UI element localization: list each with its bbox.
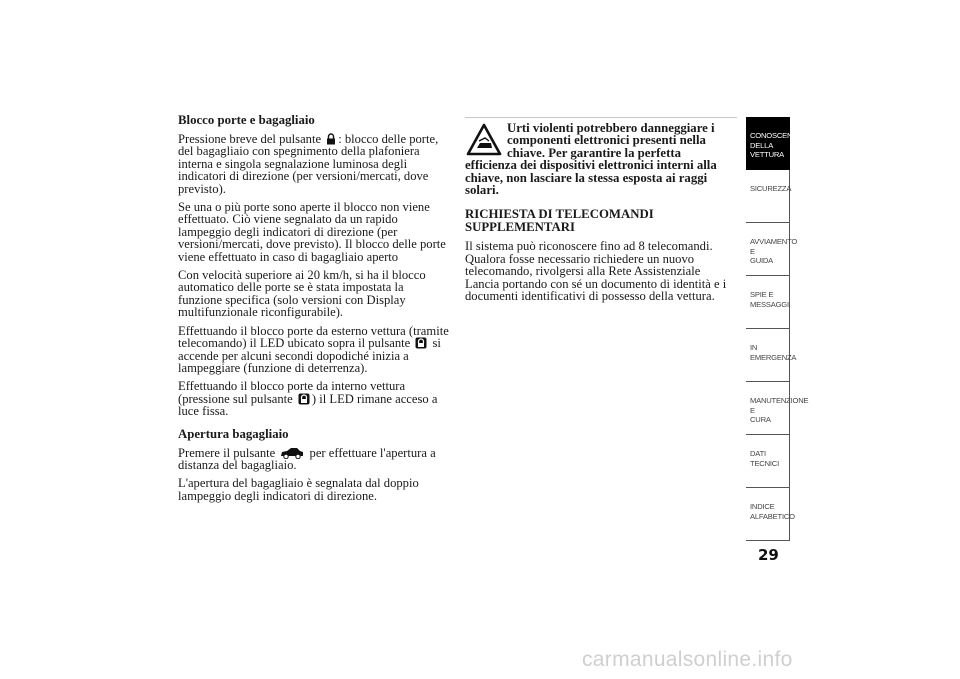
tab-manutenzione-e-cura[interactable]: MANUTENZIONE E CURA	[746, 382, 790, 435]
paragraph-7: L'apertura del bagagliaio è segnalata dal doppio lampeggio degli indicatori di direzione.	[178, 476, 419, 503]
paragraph-4: Effettuando il blocco porte da esterno vettura (tramite telecomando) il LED ubicato sopra il pulsante si accende per alcuni secondi dopodiché inizia a lampeggiare (funzione di deterrenza).	[178, 323, 449, 375]
warning-box	[465, 122, 731, 196]
tab-spie-e-messaggi[interactable]: SPIE E MESSAGGI	[746, 276, 790, 329]
warning-line-3: chiave. Per garantire la perfetta	[507, 145, 682, 160]
warning-line-2: componenti elettronici presenti nella	[507, 133, 706, 148]
lock-icon	[326, 133, 336, 145]
paragraph-6: Premere il pulsante per effettuare l'apertura a distanza del bagagliaio.	[178, 445, 436, 472]
tab-avviamento-e-guida[interactable]: AVVIAMENTO E GUIDA	[746, 223, 790, 276]
tab-in-emergenza[interactable]: IN EMERGENZA	[746, 329, 790, 382]
page-number: 29	[758, 546, 779, 564]
paragraph-3: Con velocità superiore ai 20 km/h, si ha il blocco automatico delle porte se è stata impostata la funzione specifica (solo versioni con Display multifunzionale riconfigurabile).	[178, 268, 426, 320]
lock-icon	[298, 393, 310, 405]
lock-icon	[415, 337, 427, 349]
tab-dati-tecnici[interactable]: DATI TECNICI	[746, 435, 790, 488]
tab-indice-alfabetico[interactable]: INDICE ALFABETICO	[746, 488, 790, 541]
warning-line-1: Urti violenti potrebbero danneggiare i	[507, 121, 715, 135]
paragraph-2: Se una o più porte sono aperte il blocco non viene effettuato. Ciò viene segnalato da un rapido lampeggio degli indicatori di direzione (per versioni/mercati, dove previsto). Il blocco delle porte viene effettuato in caso di bagagliaio aperto	[178, 200, 446, 264]
heading-richiesta-telecomandi: RICHIESTA DI TELECOMANDI SUPPLEMENTARI	[465, 207, 654, 235]
warning-triangle-icon	[465, 122, 503, 158]
watermark: carmanualsonline.info	[582, 648, 793, 671]
chapter-tabs	[746, 117, 809, 541]
paragraph-1: Pressione breve del pulsante : blocco delle porte, del bagagliaio con spegnimento della plafoniera interna e singola segnalazione luminosa degli indicatori di direzione (per versioni/mercati, dove previsto).	[178, 132, 439, 196]
left-column	[178, 114, 450, 508]
warning-rest: efficienza dei dispositivi elettronici interni alla chiave, non lasciare la stessa esposta ai raggi solari.	[465, 158, 717, 198]
right-column	[465, 122, 731, 308]
car-trunk-icon	[280, 447, 304, 459]
top-rule	[465, 117, 737, 118]
heading-blocco-porte: Blocco porte e bagagliaio	[178, 113, 315, 127]
paragraph-telecomandi: Il sistema può riconoscere fino ad 8 telecomandi. Qualora fosse necessario richiedere un nuovo telecomando, rivolgersi alla Rete Assistenziale Lancia portando con sé un documento di identità e i documenti identificativi di possesso della vettura.	[465, 239, 727, 304]
tab-conoscenza-della-vettura[interactable]: CONOSCENZA DELLA VETTURA	[746, 117, 790, 170]
heading-apertura-bagagliaio: Apertura bagagliaio	[178, 426, 289, 441]
paragraph-5: Effettuando il blocco porte da interno vettura (pressione sul pulsante ) il LED rimane acceso a luce fissa.	[178, 379, 438, 419]
tab-sicurezza[interactable]: SICUREZZA	[746, 170, 790, 223]
